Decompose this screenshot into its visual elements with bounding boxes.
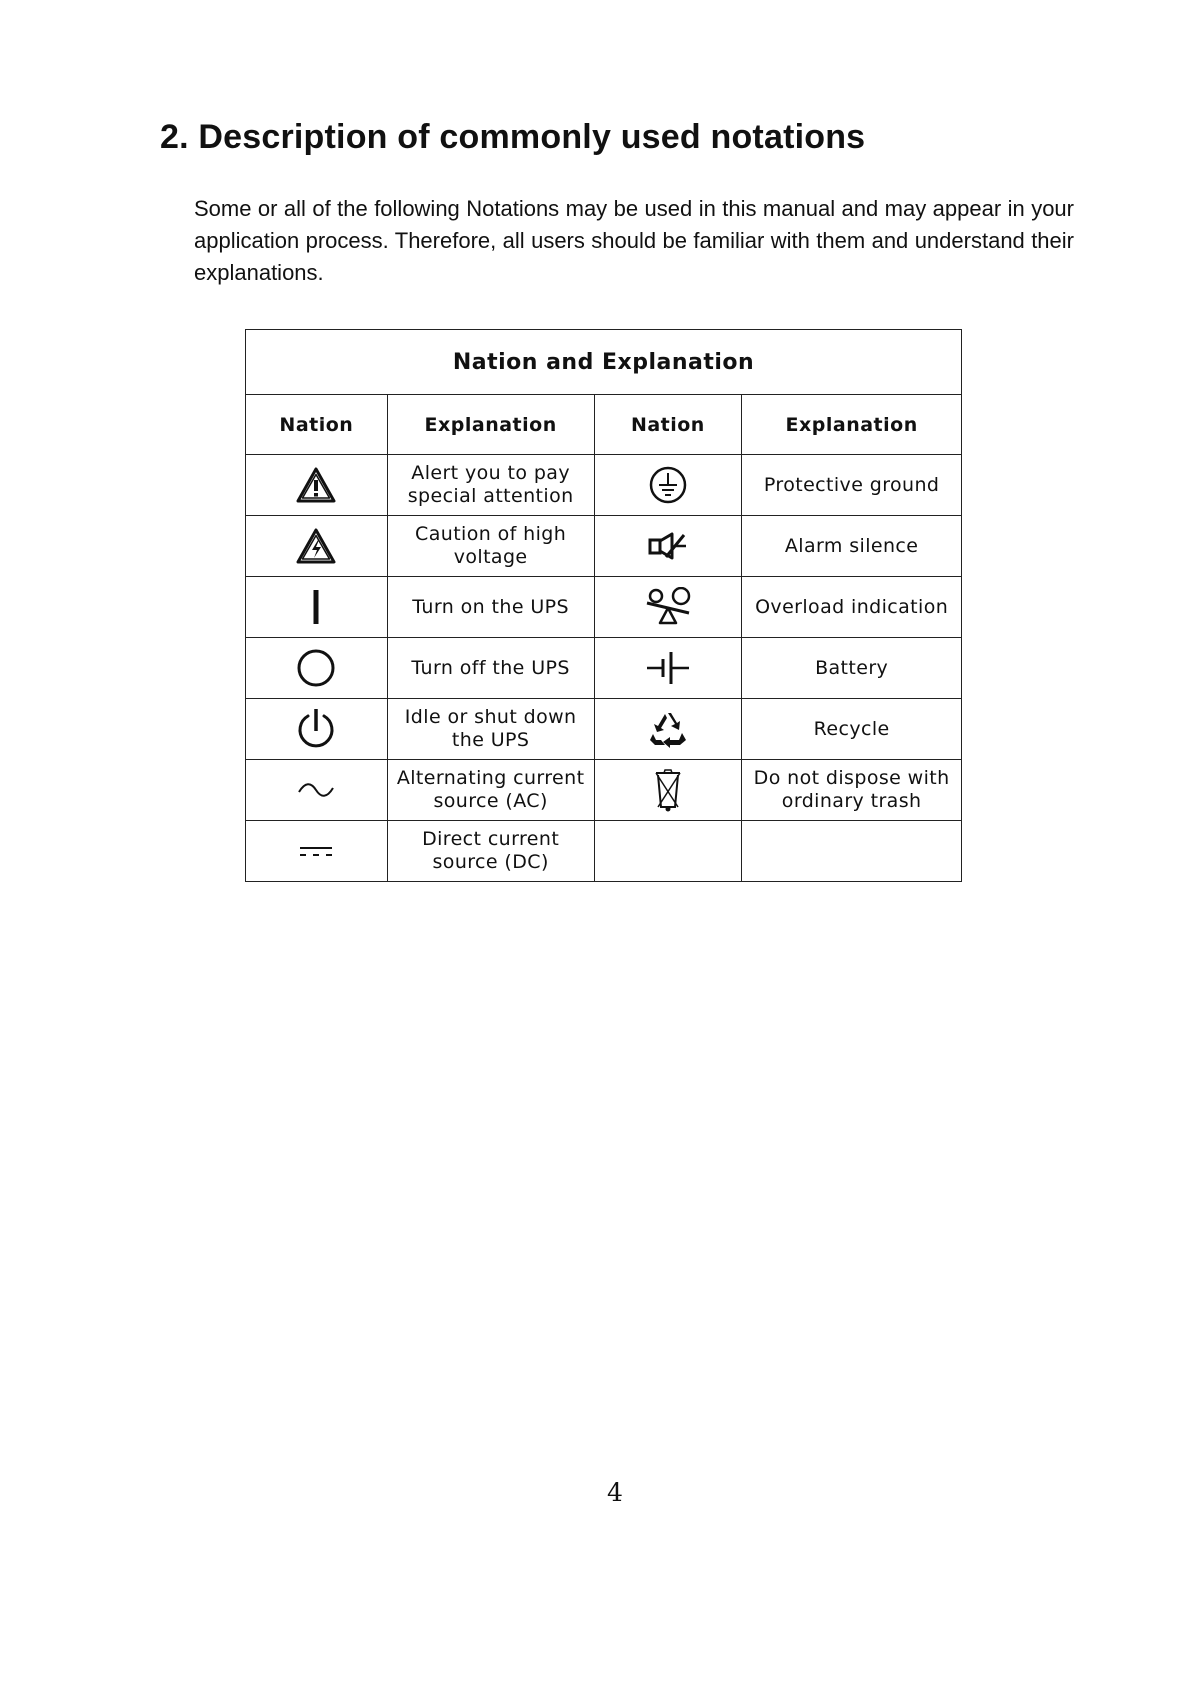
alarm-silence-icon: [646, 531, 690, 561]
symbol-cell: [246, 638, 388, 699]
explanation-cell: Battery: [742, 638, 962, 699]
table-row: [246, 821, 962, 882]
symbol-cell: [594, 638, 742, 699]
symbol-cell: [594, 516, 742, 577]
table-row: [246, 577, 962, 638]
explanation-cell: Overload indication: [742, 577, 962, 638]
symbol-cell: [246, 577, 388, 638]
warning-exclamation-icon: [296, 467, 336, 503]
symbol-cell: [246, 760, 388, 821]
explanation-cell: Alert you to pay special attention: [387, 455, 594, 516]
power-off-icon: [296, 648, 336, 688]
table-title: Nation and Explanation: [246, 330, 962, 395]
symbol-cell: [594, 455, 742, 516]
symbol-cell: [594, 760, 742, 821]
ac-icon: [296, 780, 336, 800]
empty-cell: [742, 821, 962, 882]
high-voltage-warning-icon: [296, 528, 336, 564]
explanation-cell: Caution of high voltage: [387, 516, 594, 577]
table-row: [246, 516, 962, 577]
dc-icon: [296, 841, 336, 861]
explanation-cell: Direct current source (DC): [387, 821, 594, 882]
table-row: [246, 455, 962, 516]
explanation-cell: Alarm silence: [742, 516, 962, 577]
header-explanation-left: Explanation: [387, 395, 594, 455]
symbol-cell: [246, 455, 388, 516]
standby-icon: [296, 707, 336, 751]
header-nation-right: Nation: [594, 395, 742, 455]
page-title: 2. Description of commonly used notations: [160, 118, 866, 156]
table-row: [246, 760, 962, 821]
explanation-cell: Alternating current source (AC): [387, 760, 594, 821]
empty-cell: [594, 821, 742, 882]
protective-ground-icon: [648, 465, 688, 505]
table-row: [246, 699, 962, 760]
explanation-cell: Protective ground: [742, 455, 962, 516]
table-row: [246, 638, 962, 699]
symbol-cell: [246, 516, 388, 577]
explanation-cell: Recycle: [742, 699, 962, 760]
header-explanation-right: Explanation: [742, 395, 962, 455]
header-nation-left: Nation: [246, 395, 388, 455]
battery-icon: [643, 650, 693, 686]
power-on-icon: [306, 587, 326, 627]
explanation-cell: Do not dispose with ordinary trash: [742, 760, 962, 821]
intro-paragraph: Some or all of the following Notations may be used in this manual and may appear in your application process. Therefore, all users should be familiar with them and understand their explanations.: [194, 196, 1074, 285]
crossed-bin-icon: [651, 767, 685, 813]
explanation-cell: Turn off the UPS: [387, 638, 594, 699]
table-header-row: [246, 395, 962, 455]
overload-icon: [643, 587, 693, 627]
table-title-row: [246, 330, 962, 395]
symbol-cell: [594, 699, 742, 760]
symbol-cell: [246, 821, 388, 882]
explanation-cell: Turn on the UPS: [387, 577, 594, 638]
page-number: 4: [607, 1478, 623, 1507]
explanation-cell: Idle or shut down the UPS: [387, 699, 594, 760]
symbol-cell: [594, 577, 742, 638]
symbol-cell: [246, 699, 388, 760]
recycle-icon: [648, 710, 688, 748]
notation-table: [245, 329, 962, 882]
